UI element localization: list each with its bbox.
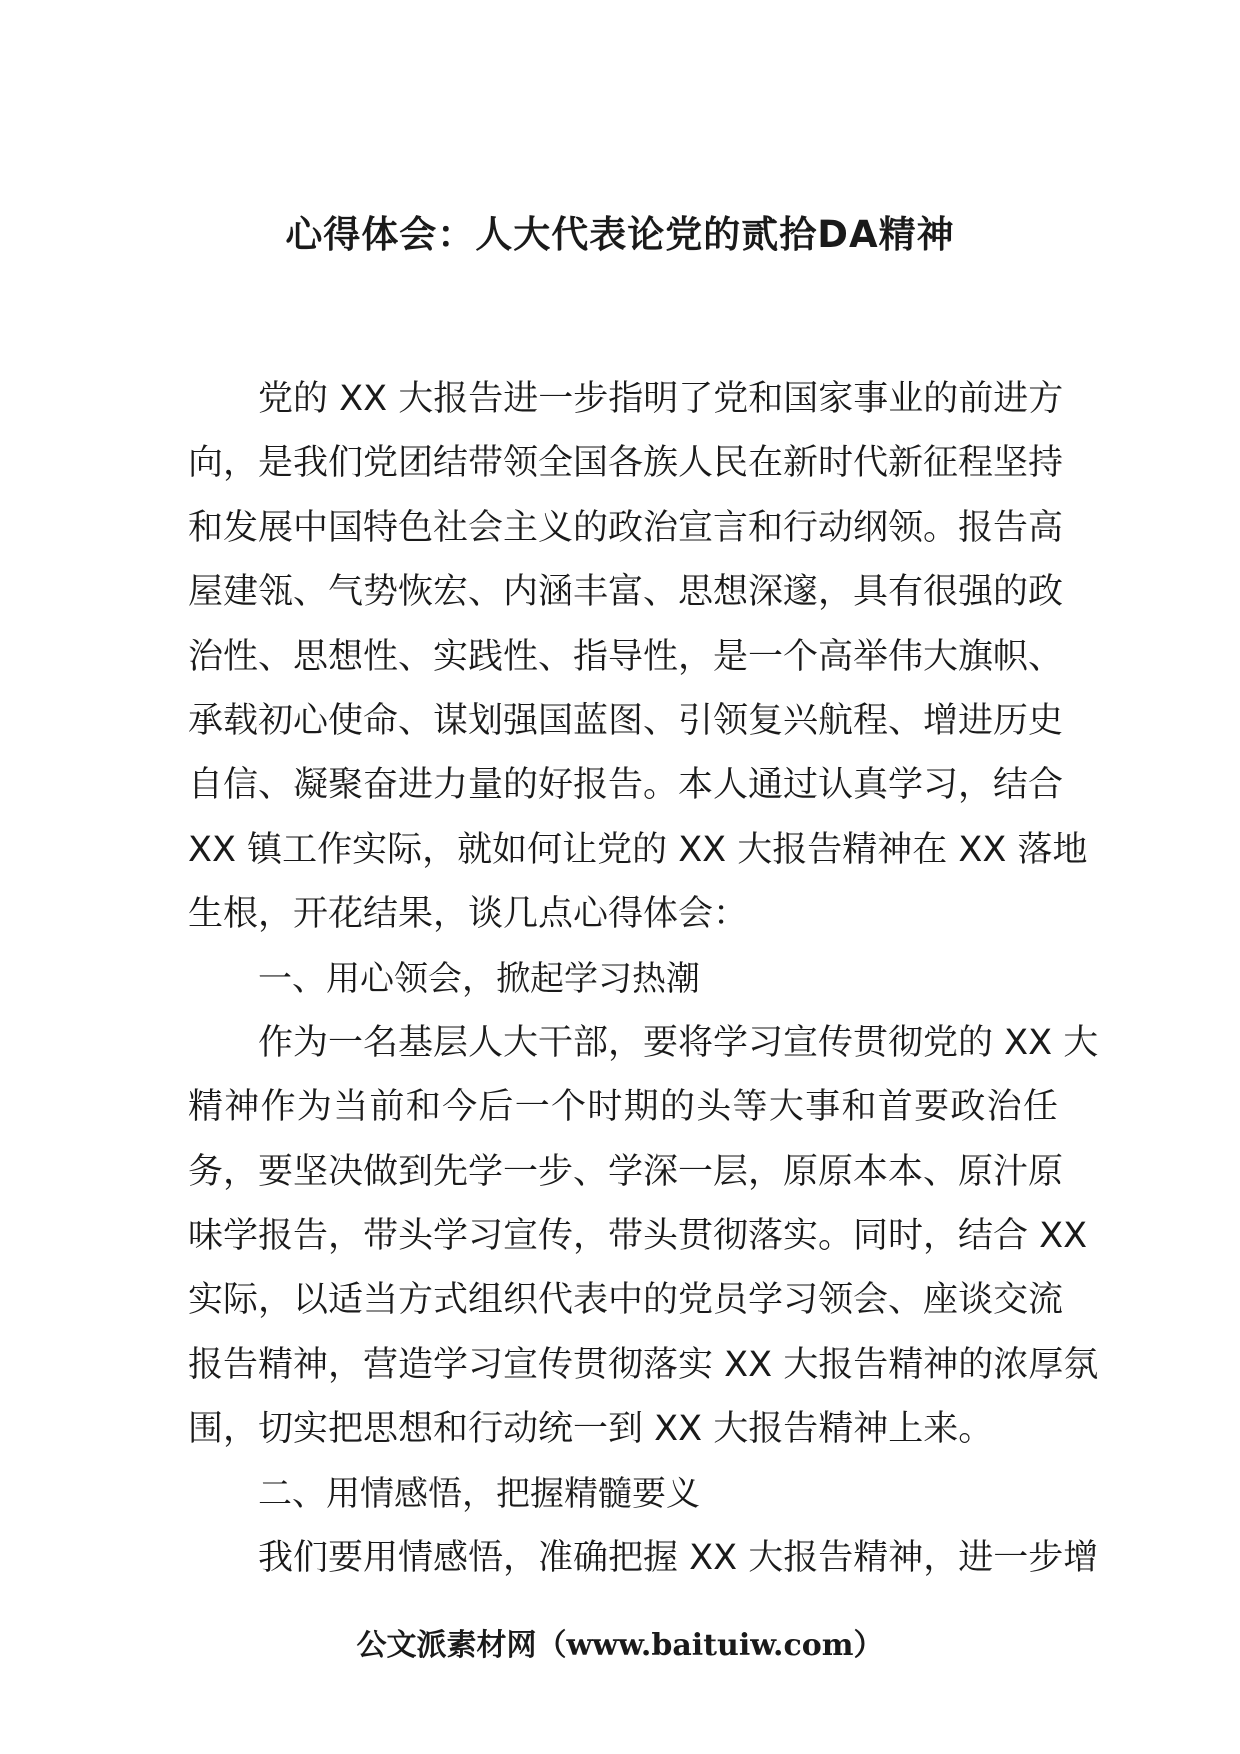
paragraph-line: 务，要坚决做到先学一步、学深一层，原原本本、原汁原 [188,1151,1064,1192]
paragraph-line: 作为一名基层人大干部，要将学习宣传贯彻党的 XX 大 [258,1022,1099,1063]
section-heading: 一、用心领会，掀起学习热潮 [258,958,700,999]
paragraph-line: 生根，开花结果，谈几点心得体会： [188,894,749,935]
paragraph-line: 精神作为当前和今后一个时期的头等大事和首要政治任 [188,1087,1058,1128]
document-body [188,367,1099,1590]
paragraph-line: 我们要用情感悟，准确把握 XX 大报告精神，进一步增 [258,1538,1099,1579]
paragraph-line: 实际，以适当方式组织代表中的党员学习领会、座谈交流 [188,1280,1064,1321]
paragraph-line: 和发展中国特色社会主义的政治宣言和行动纲领。报告高 [188,507,1064,548]
paragraph-line: 党的 XX 大报告进一步指明了党和国家事业的前进方 [258,379,1064,419]
paragraph-line: 治性、思想性、实践性、指导性，是一个高举伟大旗帜、 [188,636,1064,677]
paragraph-line: 向，是我们党团结带领全国各族人民在新时代新征程坚持 [188,443,1064,484]
paragraph-line: 承载初心使命、谋划强国蓝图、引领复兴航程、增进历史 [188,700,1064,741]
paragraph-line: 味学报告，带头学习宣传，带头贯彻落实。同时，结合 XX [188,1216,1088,1257]
paragraph-line: 屋建瓴、气势恢宏、内涵丰富、思想深邃，具有很强的政 [188,572,1064,613]
document-title: 心得体会：人大代表论党的贰拾DA精神 [285,213,955,256]
paragraph-line: XX 镇工作实际，就如何让党的 XX 大报告精神在 XX 落地 [188,829,1088,870]
paragraph-line: 围，切实把思想和行动统一到 XX 大报告精神上来。 [188,1409,994,1450]
paragraph-line: 自信、凝聚奋进力量的好报告。本人通过认真学习，结合 [188,765,1064,806]
footer-watermark: 公文派素材网（www.baituiw.com） [356,1628,884,1663]
paragraph-line: 报告精神，营造学习宣传贯彻落实 XX 大报告精神的浓厚氛 [188,1344,1099,1385]
section-heading: 二、用情感悟，把握精髓要义 [258,1473,700,1514]
